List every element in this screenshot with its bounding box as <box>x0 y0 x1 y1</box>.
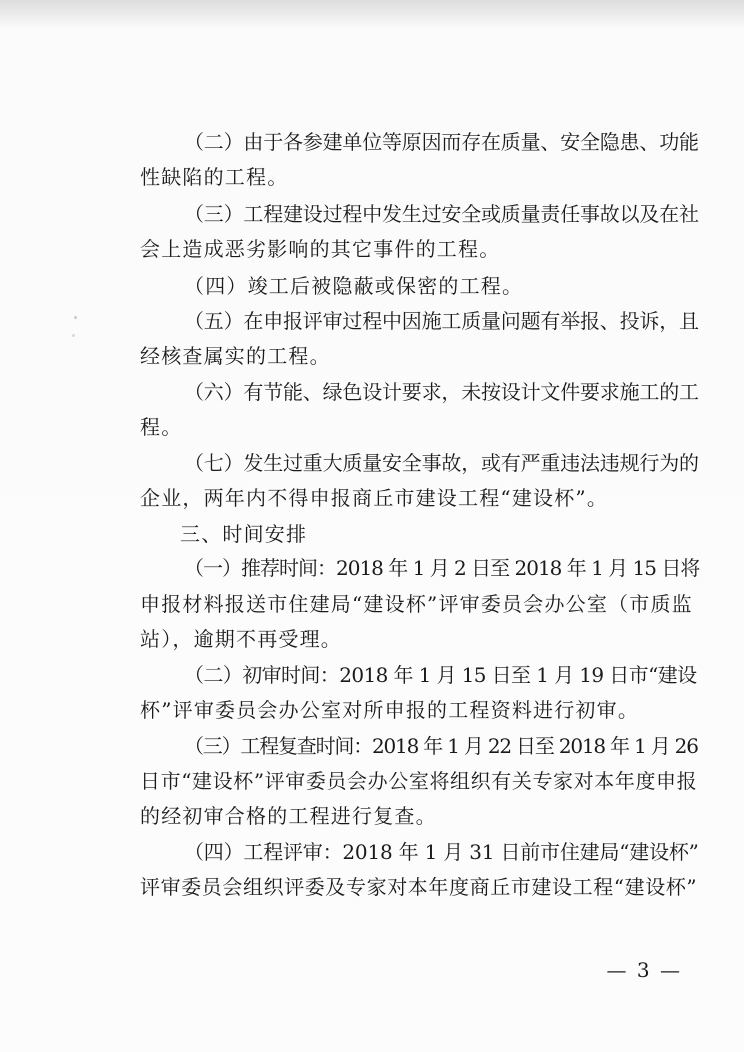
item-4-line-1: （四）竣工后被隐蔽或保密的工程。 <box>184 274 524 298</box>
item-5-line-2: 经核查属实的工程。 <box>140 344 331 368</box>
item-6-line-2: 程。 <box>140 415 183 439</box>
item-7-line-1: （七）发生过重大质量安全事故，或有严重违法违规行为的 <box>184 451 699 475</box>
schedule-2-line-2: 杯”评审委员会办公室对所申报的工程资料进行初审。 <box>140 698 640 722</box>
schedule-2-line-1: （二）初审时间：2018 年 1 月 15 日至 1 月 19 日市“建设 <box>184 663 697 687</box>
schedule-3-line-3: 的经初审合格的工程进行复查。 <box>140 804 437 828</box>
item-3-line-1: （三）工程建设过程中发生过安全或质量责任事故以及在社 <box>184 202 699 226</box>
page-number: — 3 — <box>606 958 682 982</box>
schedule-4-line-2: 评审委员会组织评委及专家对本年度商丘市建设工程“建设杯” <box>140 875 698 899</box>
schedule-1-line-3: 站），逾期不再受理。 <box>140 627 342 651</box>
schedule-3-line-2: 日市“建设杯”评审委员会办公室将组织有关专家对本年度申报 <box>140 769 698 793</box>
item-6-line-1: （六）有节能、绿色设计要求，未按设计文件要求施工的工 <box>184 380 699 404</box>
scan-speck <box>74 316 77 319</box>
item-7-line-2: 企业，两年内不得申报商丘市建设工程“建设杯”。 <box>140 486 609 510</box>
schedule-3-line-1: （三）工程复查时间：2018 年 1 月 22 日至 2018 年 1 月 26 <box>184 734 698 758</box>
item-2-line-1: （二）由于各参建单位等原因而存在质量、安全隐患、功能 <box>184 130 699 154</box>
schedule-1-line-2: 申报材料报送市住建局“建设杯”评审委员会办公室（市质监 <box>140 592 693 616</box>
item-5-line-1: （五）在申报评审过程中因施工质量问题有举报、投诉，且 <box>184 309 699 333</box>
scan-speck <box>72 334 75 337</box>
scan-top-shadow <box>0 0 744 28</box>
section-heading: 三、时间安排 <box>180 522 308 546</box>
item-3-line-2: 会上造成恶劣影响的其它事件的工程。 <box>140 237 501 261</box>
schedule-1-line-1: （一）推荐时间：2018 年 1 月 2 日至 2018 年 1 月 15 日将 <box>184 556 700 580</box>
schedule-4-line-1: （四）工程评审：2018 年 1 月 31 日前市住建局“建设杯” <box>184 840 699 864</box>
item-2-line-2: 性缺陷的工程。 <box>140 165 289 189</box>
